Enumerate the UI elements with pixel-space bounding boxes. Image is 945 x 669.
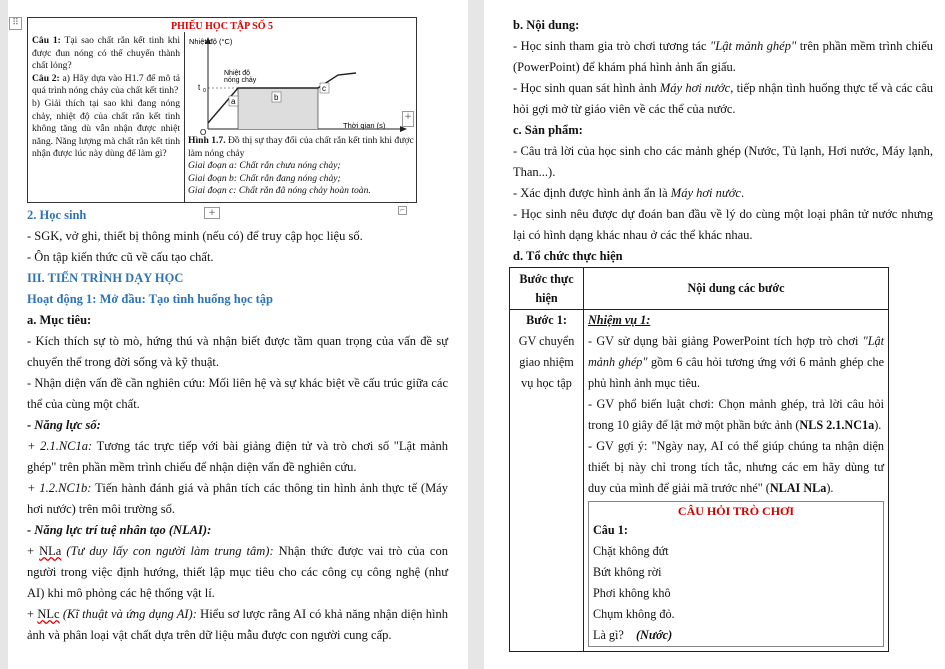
q2-text: a) Hãy dựa vào H1.7 để mô tả quá trình nóng chảy của chất kết tinh? [32, 72, 180, 97]
quiz-line-4: Chụm không đỏ. [593, 607, 675, 621]
step-1-cell [510, 310, 584, 652]
q1-label: Câu 1: [32, 35, 61, 46]
step-1-label: Bước 1: [526, 313, 567, 327]
hs-item-2: - Ôn tập kiến thức cũ về cấu tạo chất. [27, 250, 214, 264]
nlai-2 [27, 604, 448, 646]
caption-label: Hình 1.7. [188, 135, 226, 146]
muc-tieu-1: - Kích thích sự tò mò, hứng thú và nhận biết được tầm quan trọng của vấn đề sự chuyển thể trong đời sống và kỹ thuật. [27, 334, 448, 369]
left-body [27, 205, 448, 646]
worksheet-table [27, 17, 417, 203]
q2b-text: b) Giải thích tại sao khi đang nóng chảy, nhiệt độ của chất rắn kết tinh không tăng dù vẫn nhận được nhiệt năng. Năng lượng mà chất rắn kết tinh nhận được lúc này dùng để làm gì? [32, 97, 180, 160]
graph-melting-label-2: nóng chảy [224, 77, 257, 84]
right-page [484, 0, 945, 669]
quiz-title: CÂU HỎI TRÒ CHƠI [677, 504, 795, 518]
noi-dung-1-b: trên phần mềm trình chiếu (PowerPoint) để khám phá hình ảnh ẩn giấu. [513, 39, 933, 74]
noi-dung-1-i: "Lật mảnh ghép" [710, 39, 797, 53]
task-title: Nhiệm vụ 1: [588, 313, 651, 327]
right-body [513, 15, 933, 267]
task-3-a: - GV gợi ý: "Ngày nay, AI có thể giúp chúng ta nhận diện thiết bị này chỉ trong tích tắc, nhưng các em hãy dùng tư duy của mình để giải mã trước nhé" ( [588, 439, 884, 495]
hs-item-1: - SGK, vở ghi, thiết bị thông minh (nếu có) để truy cập học liệu số. [27, 229, 363, 243]
nang-luc-1-code: + 2.1.NC1a: [27, 439, 93, 453]
steps-header-row [510, 268, 889, 310]
worksheet-figure [188, 35, 414, 198]
stage-a: Giai đoạn a: Chất rắn chưa nóng chảy; [188, 160, 341, 171]
graph-ylabel: Nhiệt độ (°C) [189, 37, 233, 46]
muc-tieu-2: - Nhận diện vấn đề cần nghiên cứu: Mối liên hệ và sự khác biệt về cấu trúc giữa các thể của cùng một chất. [27, 376, 448, 411]
san-pham-1: - Câu trả lời của học sinh cho các mảnh ghép (Nước, Tủ lạnh, Hơi nước, Máy lạnh, Than...). [513, 144, 933, 179]
heading-hoat-dong-1: Hoạt động 1: Mở đầu: Tạo tình huống học tập [27, 292, 273, 306]
noi-dung-2-i: Máy hơi nước [659, 81, 731, 95]
nang-luc-2-text: Tiến hành đánh giá và phân tích các thông tin hình ảnh thực tế (Máy hơi nước) trên môi trường số. [27, 481, 448, 516]
task-3-c: ). [826, 481, 834, 495]
figure-caption [188, 135, 414, 160]
quiz-line-5 [589, 625, 883, 646]
quiz-question: Câu 1: [593, 523, 628, 537]
heading-tien-trinh: III. TIẾN TRÌNH DẠY HỌC [27, 271, 184, 285]
col-header-noi-dung: Nội dung các bước [584, 268, 889, 310]
add-row-button[interactable]: + [204, 207, 220, 219]
quiz-answer: (Nước) [635, 628, 673, 642]
graph-t0: t [198, 83, 201, 92]
noi-dung-1 [513, 36, 933, 78]
nlai-1-text: Nhận thức được vai trò của con người trong việc định hướng, thiết lập mục tiêu cho các công cụ công nghệ (như AI) khi mô phỏng các hệ thống vật lí. [27, 544, 448, 600]
worksheet-title: PHIẾU HỌC TẬP SỐ 5 [170, 21, 274, 32]
heading-noi-dung: b. Nội dung: [513, 18, 580, 32]
stage-c: Giai đoạn c: Chất rắn đã nóng chảy hoàn toàn. [188, 185, 371, 196]
san-pham-2-b: . [740, 186, 745, 200]
step-1-content [584, 310, 889, 652]
graph-origin: O [200, 128, 207, 135]
quiz-line-3: Phơi không khô [593, 586, 671, 600]
heading-to-chuc: d. Tổ chức thực hiện [513, 249, 623, 263]
task-1 [588, 331, 884, 394]
san-pham-2-i: Máy hơi nước [670, 186, 741, 200]
nlai-1-paren: (Tư duy lấy con người làm trung tâm): [61, 544, 274, 558]
add-column-button[interactable]: + [402, 111, 414, 127]
task-1-a: - GV sử dụng bài giảng PowerPoint tích hợp trò chơi [588, 334, 863, 348]
stage-b: Giai đoạn b: Chất rắn đang nóng chảy; [188, 172, 341, 184]
task-2 [588, 394, 884, 436]
nlai-1 [27, 541, 448, 604]
q1-text: Tại sao chất rắn kết tinh khi được đun nóng có thể chuyển thành chất lỏng? [32, 35, 180, 72]
task-2-a: - GV phổ biến luật chơi: Chọn mảnh ghép, trả lời câu hỏi trong 10 giây để lật mở một phần bức ảnh ( [588, 397, 884, 432]
graph-t0-sub: 0 [203, 88, 207, 94]
nlai-2-plus: + [27, 607, 38, 621]
nang-luc-2-code: + 1.2.NC1b: [27, 481, 92, 495]
task-2-b: NLS 2.1.NC1a [799, 418, 875, 432]
task-1-i: "Lật mảnh ghép" [588, 334, 884, 369]
san-pham-3: - Học sinh nêu được dự đoán ban đầu về lý do cùng một loại phân tử nước nhưng lại có hình dạng khác nhau ở các thể khác nhau. [513, 207, 933, 242]
nang-luc-1-text: Tương tác trực tiếp với bài giảng điện tử và trò chơi số "Lật mảnh ghép" trên phần mềm trình chiếu để nhận diện vấn đề nghiên cứu. [27, 439, 448, 474]
task-2-c: ). [874, 418, 882, 432]
quiz-line-5-text: Là gì? [593, 628, 624, 642]
worksheet-questions [32, 35, 180, 161]
melting-graph [188, 35, 414, 135]
step-1-desc: GV chuyển giao nhiệm vụ học tập [518, 334, 575, 390]
nlai-2-text: Hiểu sơ lược rằng AI có khả năng nhận diện hình ảnh và phân loại vật chất dựa trên dữ liệu mẫu được con người cung cấp. [27, 607, 448, 642]
graph-seg-a: a [231, 97, 236, 106]
noi-dung-2 [513, 78, 933, 120]
heading-hoc-sinh: 2. Học sinh [27, 208, 87, 222]
q2-label: Câu 2: [32, 72, 60, 84]
step-1-row [510, 310, 889, 652]
table-resize-handle[interactable]: ⌐ [399, 207, 406, 214]
san-pham-2-a: - Xác định được hình ảnh ẩn là [513, 186, 671, 200]
nlai-2-paren: (Kĩ thuật và ứng dụng AI): [59, 607, 197, 621]
task-3 [588, 436, 884, 499]
task-3-b: NLAI NLa [769, 481, 827, 495]
san-pham-2 [513, 183, 933, 204]
heading-nang-luc-so: - Năng lực số: [27, 418, 101, 432]
quiz-line-2: Bứt không rời [593, 565, 662, 579]
graph-melting-label-1: Nhiệt độ [224, 70, 251, 77]
quiz-box [588, 501, 884, 647]
task-1-b: gồm 6 câu hỏi tương ứng với 6 mảnh ghép che phủ hình ảnh mục tiêu. [588, 355, 884, 390]
steps-table [509, 267, 889, 652]
heading-nlai: - Năng lực trí tuệ nhân tạo (NLAI): [27, 523, 212, 537]
nlai-2-code: NLc [37, 607, 60, 621]
nang-luc-1 [27, 436, 448, 478]
worksheet-divider [184, 32, 185, 203]
graph-seg-c: c [322, 84, 326, 93]
nlai-1-plus: + [27, 544, 40, 558]
nang-luc-2 [27, 478, 448, 520]
caption-text: Đồ thị sự thay đổi của chất rắn kết tinh khi được làm nóng chảy [188, 135, 414, 159]
heading-muc-tieu: a. Mục tiêu: [27, 313, 92, 327]
table-move-handle[interactable]: ⠿ [9, 17, 22, 30]
noi-dung-2-a: - Học sinh quan sát hình ảnh [513, 81, 660, 95]
nlai-1-code: NLa [39, 544, 62, 558]
heading-san-pham: c. Sản phẩm: [513, 123, 583, 137]
noi-dung-2-b: , tiếp nhận tình huống thực tế và các câu hỏi gợi mở từ giáo viên về các thể của nước. [513, 81, 933, 116]
graph-xlabel: Thời gian (s) [343, 121, 386, 130]
page-gutter [468, 0, 484, 669]
graph-seg-b: b [274, 93, 279, 102]
left-page [8, 0, 468, 669]
col-header-buoc: Bước thực hiện [510, 268, 584, 310]
quiz-line-1: Chặt không đứt [593, 544, 669, 558]
noi-dung-1-a: - Học sinh tham gia trò chơi tương tác [513, 39, 711, 53]
